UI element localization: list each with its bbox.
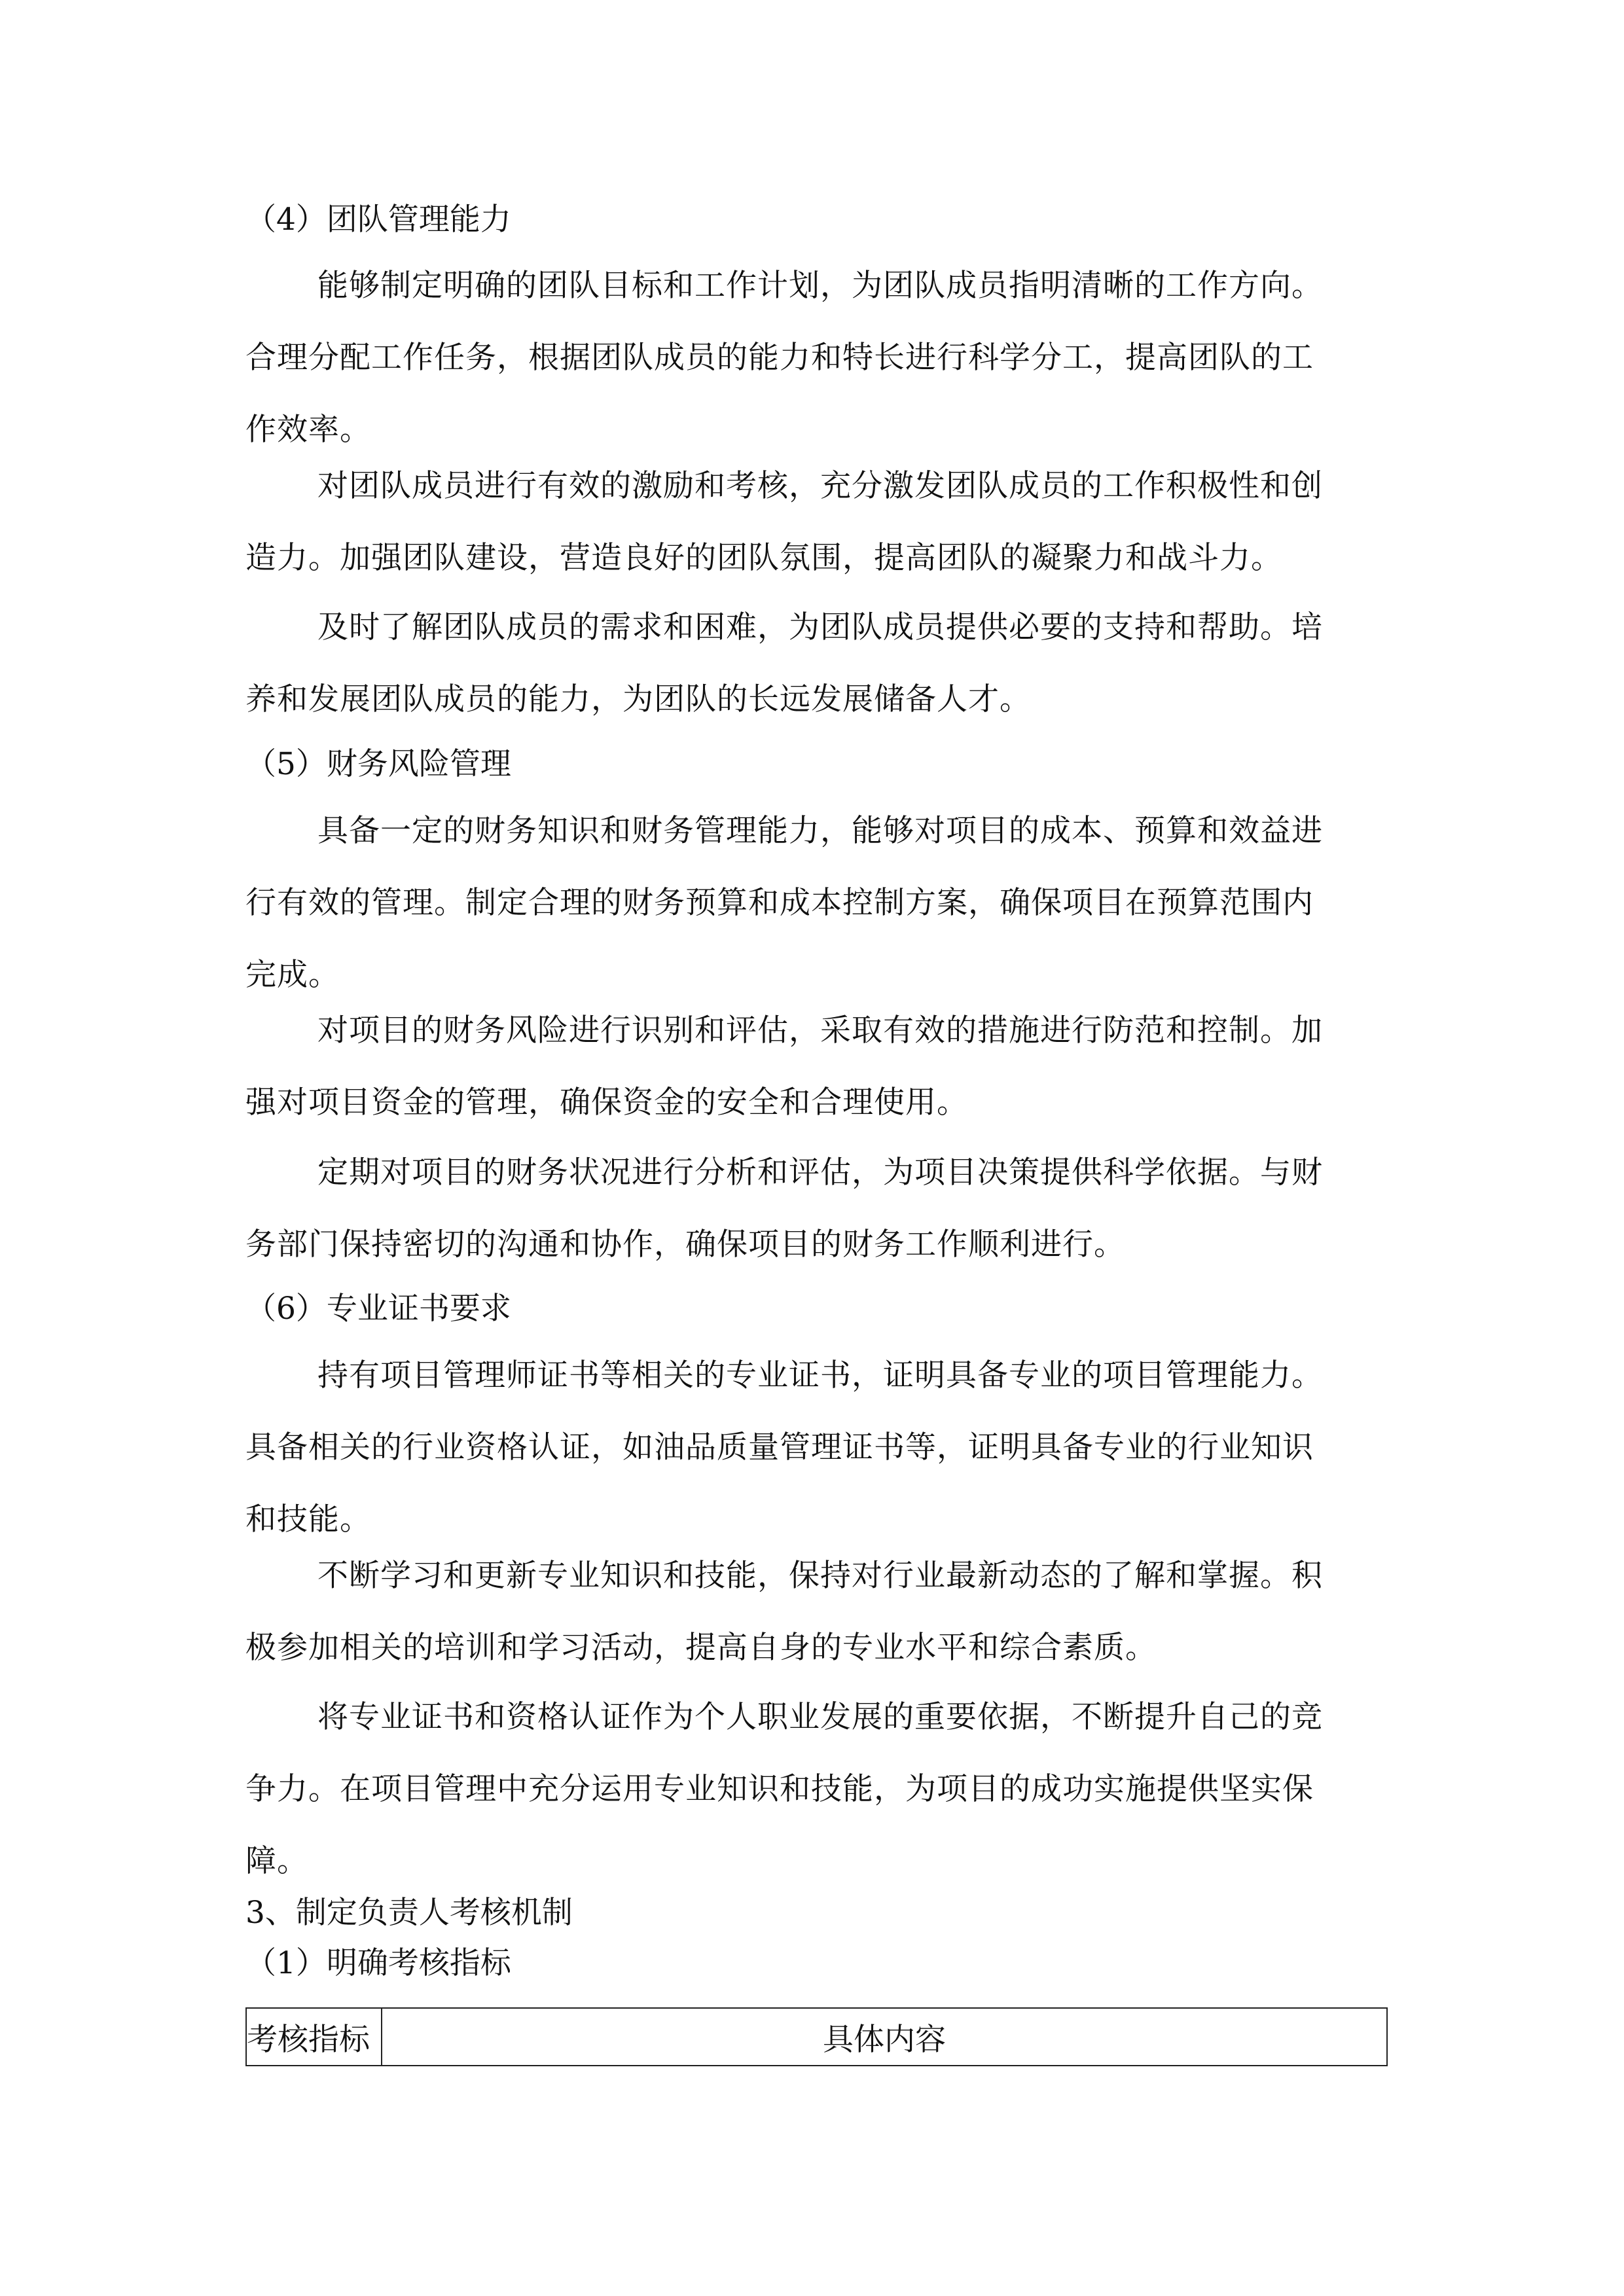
text-line: 障。 xyxy=(245,1843,308,1879)
paragraph xyxy=(245,250,1384,466)
text-line: 和技能。 xyxy=(245,1501,371,1537)
text-line: 合理分配工作任务，根据团队成员的能力和特长进行科学分工，提高团队的工 xyxy=(245,340,1314,376)
table-header-content: 具体内容 xyxy=(382,2008,1387,2066)
section-heading-financial-risk: （5）财务风险管理 xyxy=(245,746,511,782)
text-line: 具备相关的行业资格认证，如油品质量管理证书等，证明具备专业的行业知识 xyxy=(245,1429,1314,1465)
paragraph xyxy=(245,1540,1384,1684)
text-line: 养和发展团队成员的能力，为团队的长远发展储备人才。 xyxy=(245,681,1031,717)
text-line: 完成。 xyxy=(245,957,340,993)
text-line: 行有效的管理。制定合理的财务预算和成本控制方案，确保项目在预算范围内 xyxy=(245,885,1314,921)
text-line: 作效率。 xyxy=(245,412,371,448)
text-line: 将专业证书和资格认证作为个人职业发展的重要依据，不断提升自己的竞 xyxy=(317,1699,1323,1735)
text-line: 能够制定明确的团队目标和工作计划，为团队成员指明清晰的工作方向。 xyxy=(317,268,1323,304)
text-line: 务部门保持密切的沟通和协作，确保项目的财务工作顺利进行。 xyxy=(245,1227,1125,1263)
text-line: 对团队成员进行有效的激励和考核，充分激发团队成员的工作积极性和创 xyxy=(317,468,1323,504)
paragraph xyxy=(245,1137,1384,1281)
text-line: 持有项目管理师证书等相关的专业证书，证明具备专业的项目管理能力。 xyxy=(317,1357,1323,1393)
text-line: 对项目的财务风险进行识别和评估，采取有效的措施进行防范和控制。加 xyxy=(317,1013,1323,1049)
text-line: 定期对项目的财务状况进行分析和评估，为项目决策提供科学依据。与财 xyxy=(317,1155,1323,1191)
subsection-heading-assessment-indicators: （1）明确考核指标 xyxy=(245,1945,511,1981)
paragraph xyxy=(245,1681,1384,1897)
text-line: 极参加相关的培训和学习活动，提高自身的专业水平和综合素质。 xyxy=(245,1630,1157,1666)
table-header-row xyxy=(246,2008,1387,2066)
text-line: 具备一定的财务知识和财务管理能力，能够对项目的成本、预算和效益进 xyxy=(317,813,1323,849)
text-line: 及时了解团队成员的需求和困难，为团队成员提供必要的支持和帮助。培 xyxy=(317,609,1323,645)
section-heading-certificates: （6）专业证书要求 xyxy=(245,1291,511,1327)
paragraph xyxy=(245,995,1384,1139)
section-heading-team-management: （4）团队管理能力 xyxy=(245,202,511,238)
paragraph xyxy=(245,450,1384,594)
section-heading-assessment-mechanism: 3、制定负责人考核机制 xyxy=(245,1895,573,1931)
text-line: 强对项目资金的管理，确保资金的安全和合理使用。 xyxy=(245,1085,968,1121)
paragraph xyxy=(245,795,1384,1011)
text-line: 造力。加强团队建设，营造良好的团队氛围，提高团队的凝聚力和战斗力。 xyxy=(245,540,1282,576)
text-line: 不断学习和更新专业知识和技能，保持对行业最新动态的了解和掌握。积 xyxy=(317,1558,1323,1594)
table-header-indicator: 考核指标 xyxy=(246,2008,382,2066)
assessment-table xyxy=(245,2007,1388,2066)
paragraph xyxy=(245,592,1384,736)
paragraph xyxy=(245,1340,1384,1556)
text-line: 争力。在项目管理中充分运用专业知识和技能，为项目的成功实施提供坚实保 xyxy=(245,1771,1314,1807)
